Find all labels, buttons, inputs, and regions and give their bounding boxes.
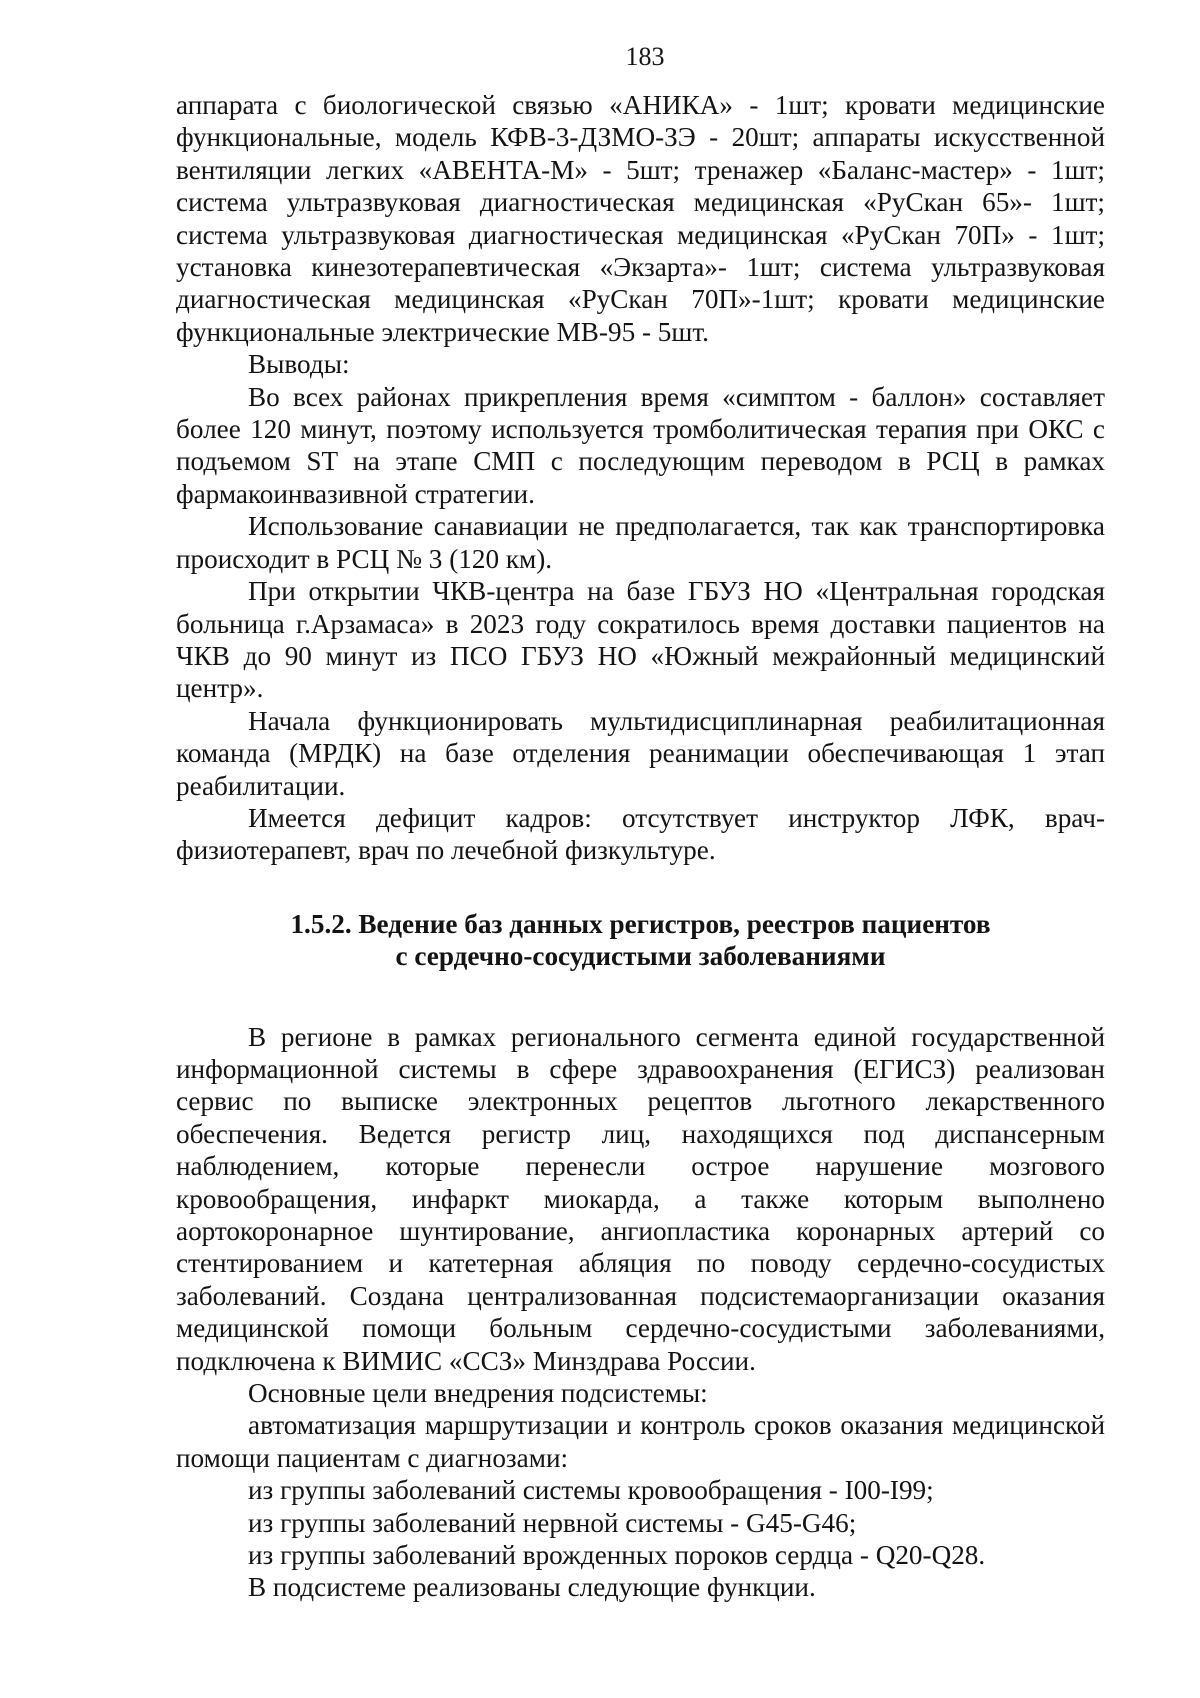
paragraph-conclusions-label: Выводы: xyxy=(248,349,350,380)
paragraph-goals-label: Основные цели внедрения подсистемы: xyxy=(248,1378,708,1409)
paragraph-functions-label: В подсистеме реализованы следующие функции. xyxy=(248,1572,816,1603)
list-item-nervous: из группы заболеваний нервной системы - G45-G46; xyxy=(248,1507,857,1538)
paragraph-equipment-list: аппарата с биологической связью «АНИКА» - 1шт; кровати медицинские функциональные, модель КФВ-3-ДЗМО-ЗЭ - 20шт; аппараты искусственной вентиляции легких «АВЕНТА-М» - 5шт; тренажер «Баланс-мастер» - 1шт; система ультразвуковая диагностическая медицинская «РуСкан 65»- 1шт; система ультразвуковая диагностическая медицинская «РуСкан 70П» - 1шт; установка кинезотерапевтическая «Экзарта»- 1шт; система ультразвуковая диагностическая медицинская «РуСкан 70П»-1шт; кровати медицинские функциональные электрические МВ-95 - 5шт. xyxy=(176,90,1105,347)
paragraph-routing-automation: автоматизация маршрутизации и контроль сроков оказания медицинской помощи пациентам с диагнозами: xyxy=(176,1410,1105,1473)
section-heading xyxy=(176,908,1105,973)
page-number: 183 xyxy=(625,42,665,71)
paragraph-symptom-balloon: Во всех районах прикрепления время «симптом - баллон» составляет более 120 минут, поэтому используется тромболитическая терапия при ОКС с подъемом ST на этапе СМП с последующим переводом в РСЦ в рамках фармакоинвазивной стратегии. xyxy=(176,381,1105,509)
paragraph-pci-center: При открытии ЧКВ-центра на базе ГБУЗ НО «Центральная городская больница г.Арзамаса» в 2023 году сократилось время доставки пациентов на ЧКВ до 90 минут из ПСО ГБУЗ НО «Южный межрайонный медицинский центр». xyxy=(176,576,1105,704)
section-heading-line-2: с сердечно-сосудистыми заболеваниями xyxy=(395,941,886,972)
document-body xyxy=(176,89,1105,1604)
list-item-circulatory: из группы заболеваний системы кровообращения - I00-I99; xyxy=(248,1475,934,1506)
paragraph-sanaviation: Использование санавиации не предполагается, так как транспортировка происходит в РСЦ № 3 (120 км). xyxy=(176,511,1105,574)
paragraph-staff-deficit: Имеется дефицит кадров: отсутствует инструктор ЛФК, врач-физиотерапевт, врач по лечебной физкультуре. xyxy=(176,802,1105,866)
paragraph-egisz-registry: В регионе в рамках регионального сегмента единой государственной информационной системы в сфере здравоохранения (ЕГИСЗ) реализован сервис по выписке электронных рецептов льготного лекарственного обеспечения. Ведется регистр лиц, находящихся под диспансерным наблюдением, которые перенесли острое нарушение мозгового кровообращения, инфаркт миокарда, а также которым выполнено аортокоронарное шунтирование, ангиопластика коронарных артерий со стентированием и катетерная абляция по поводу сердечно-сосудистых заболеваний. Создана централизованная подсистемаорганизации оказания медицинской помощи больным сердечно-сосудистыми заболеваниями, подключена к ВИМИС «ССЗ» Минздрава России. xyxy=(176,1021,1105,1376)
list-item-congenital-heart: из группы заболеваний врожденных пороков сердца - Q20-Q28. xyxy=(248,1540,986,1571)
section-heading-line-1: 1.5.2. Ведение баз данных регистров, реестров пациентов xyxy=(290,908,991,939)
paragraph-rehab-team: Начала функционировать мультидисциплинарная реабилитационная команда (МРДК) на базе отделения реанимации обеспечивающая 1 этап реабилитации. xyxy=(176,705,1105,801)
